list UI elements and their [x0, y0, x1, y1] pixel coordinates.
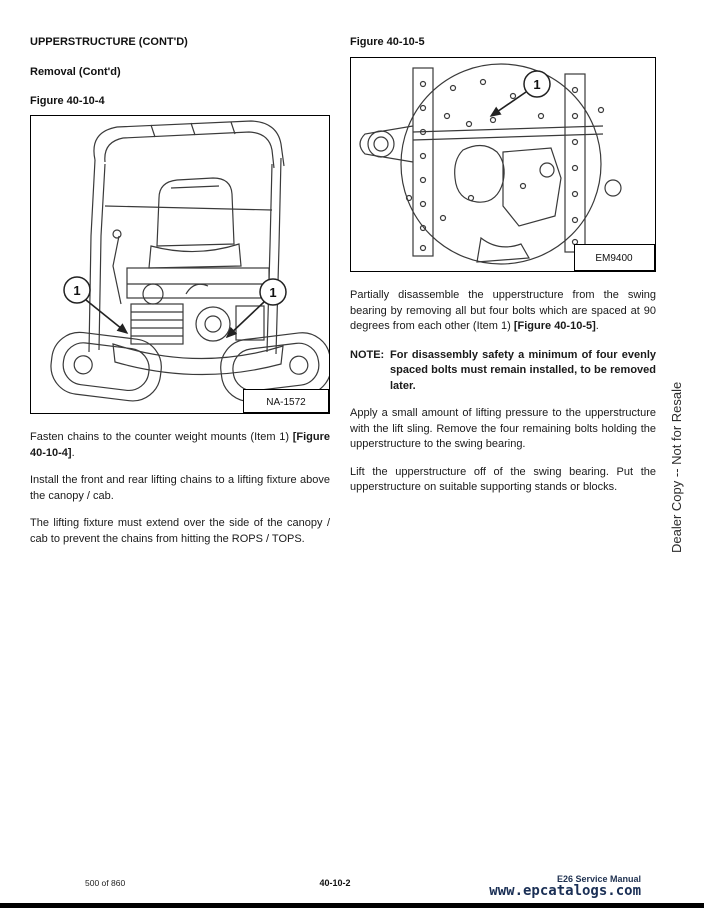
paragraph-lift-upperstructure: Lift the upperstructure off of the swing bearing. Put the upperstructure on suitable supporting stands or blocks. — [350, 465, 656, 493]
excavator-rear-view-drawing — [31, 116, 329, 413]
callout-item-1 — [491, 71, 550, 116]
excavator-line-art — [48, 121, 329, 404]
website-watermark-link[interactable]: www.epcatalogs.com — [489, 883, 641, 899]
dealer-copy-watermark: Dealer Copy -- Not for Resale — [669, 381, 684, 553]
bottom-divider-bar — [0, 903, 704, 908]
figure-heading-40-10-4: Figure 40-10-4 — [30, 95, 105, 107]
paragraph-suffix: . — [595, 320, 599, 332]
figure-reference: [Figure 40-10-5] — [513, 320, 596, 332]
figure-heading-40-10-5: Figure 40-10-5 — [350, 36, 425, 48]
note-label: NOTE: — [350, 348, 385, 361]
page-position: 500 of 860 — [85, 878, 126, 888]
paragraph-text: Fasten chains to the counter weight mounts (Item 1) — [30, 431, 289, 443]
paragraph-fasten-chains — [30, 430, 330, 461]
paragraph-install-chains: Install the front and rear lifting chains to a lifting fixture above the canopy / cab. — [30, 474, 330, 502]
callout-number: 1 — [73, 283, 81, 298]
paragraph-apply-pressure: Apply a small amount of lifting pressure to the upperstructure with the lift sling. Remove the four remaining bolts holding the upperstructure to the swing bearing. — [350, 407, 656, 450]
note-text: For disassembly safety a minimum of four evenly spaced bolts must remain installed, to be removed later. — [390, 348, 656, 392]
note-block — [350, 348, 656, 395]
footer-right-block — [489, 874, 641, 899]
figure-code-text: NA-1572 — [266, 397, 306, 408]
left-column — [30, 36, 330, 547]
paragraph-text: Partially disassemble the upperstructure from the swing bearing by removing all but four bolts which are spaced at 90 degrees from each other (Item 1) — [350, 289, 656, 332]
page-footer — [0, 872, 704, 904]
figure-code-label — [575, 245, 655, 271]
section-page-number: 40-10-2 — [319, 878, 351, 888]
figure-40-10-4 — [30, 115, 330, 414]
paragraph-suffix: . — [71, 446, 75, 459]
swing-bearing-top-view-drawing — [351, 58, 655, 271]
section-title: UPPERSTRUCTURE (CONT'D) — [30, 36, 188, 48]
paragraph-partially-disassemble — [350, 288, 656, 335]
callout-number: 1 — [533, 77, 541, 92]
figure-code-text: EM9400 — [595, 253, 633, 264]
callout-number: 1 — [269, 285, 277, 300]
swing-bearing-line-art — [360, 64, 621, 264]
figure-40-10-5 — [350, 57, 656, 272]
figure-reference: [Figure 40-10-4] — [30, 431, 330, 459]
paragraph-lifting-fixture: The lifting fixture must extend over the side of the canopy / cab to prevent the chains from hitting the ROPS / TOPS. — [30, 517, 330, 545]
right-column — [350, 36, 656, 496]
manual-title: E26 Service Manual — [556, 874, 641, 884]
subsection-title: Removal (Cont'd) — [30, 66, 121, 78]
figure-code-label — [244, 390, 329, 413]
